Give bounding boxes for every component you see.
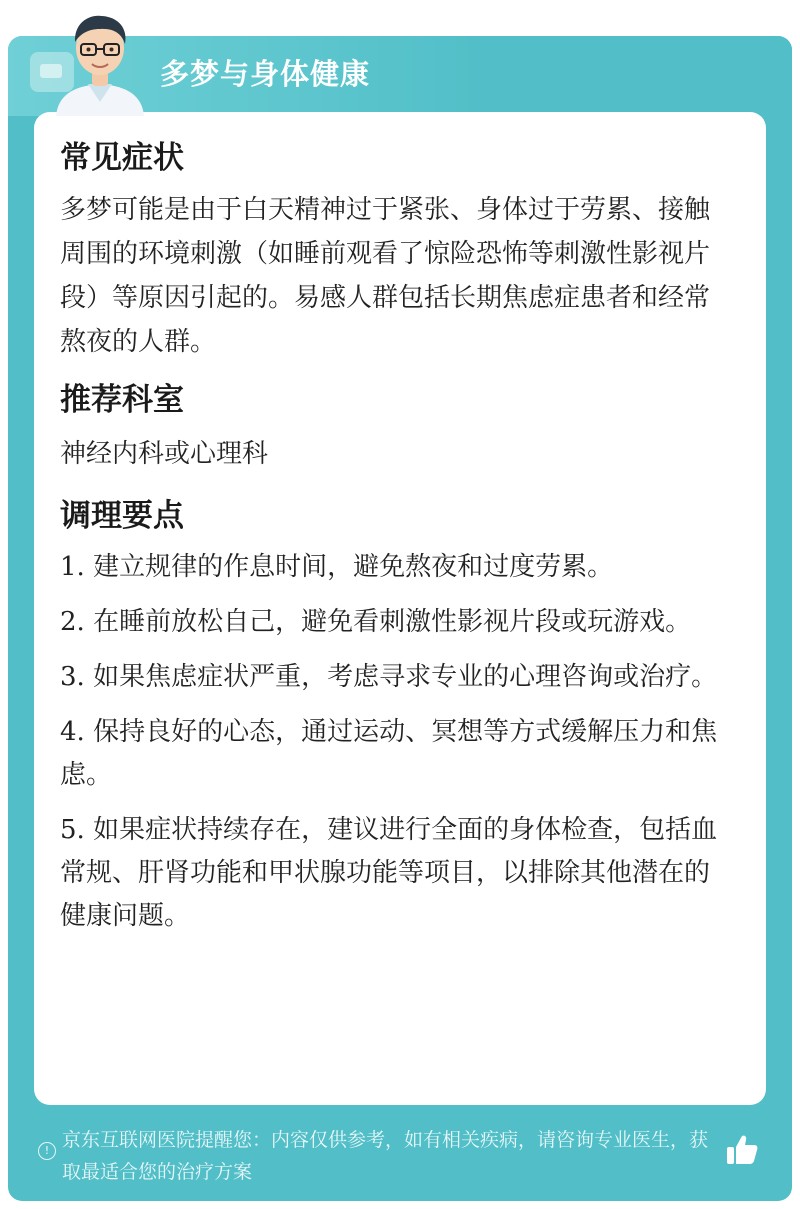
list-item [60,809,732,938]
card-content [60,128,732,950]
list-item [60,711,732,797]
list-item-number: 1. [60,552,85,582]
list-item-text: 如果症状持续存在，建议进行全面的身体检查，包括血常规、肝肾功能和甲状腺功能等项目，以排除其他潜在的健康问题。 [60,815,718,931]
content-frame [8,36,792,1201]
list-item-text: 如果焦虑症状严重，考虑寻求专业的心理咨询或治疗。 [93,662,718,692]
list-item-text: 建立规律的作息时间，避免熬夜和过度劳累。 [93,552,614,582]
list-item [60,601,732,644]
disclaimer-text: 京东互联网医院提醒您：内容仅供参考，如有相关疾病，请咨询专业医生，获取最适合您的治疗方案 [62,1129,709,1183]
info-icon: ! [38,1142,56,1160]
doctor-avatar [50,12,150,116]
list-item-text: 在睡前放松自己，避免看刺激性影视片段或玩游戏。 [93,607,692,637]
section-title-care: 调理要点 [60,498,184,534]
symptoms-text: 多梦可能是由于白天精神过于紧张、身体过于劳累、接触周围的环境刺激（如睡前观看了惊险恐怖等刺激性影视片段）等原因引起的。易感人群包括长期焦虑症患者和经常熬夜的人群。 [60,195,711,357]
list-item-number: 3. [60,662,85,692]
header-title: 多梦与身体健康 [160,57,371,91]
list-item-text: 保持良好的心态，通过运动、冥想等方式缓解压力和焦虑。 [60,717,718,790]
list-item [60,546,732,589]
info-card [34,112,766,1105]
footer [8,1118,792,1198]
list-item-number: 4. [60,717,85,747]
section-title-department: 推荐科室 [60,382,184,418]
thumbs-up-icon[interactable] [724,1132,760,1168]
section-title-symptoms: 常见症状 [60,140,184,176]
department-text: 神经内科或心理科 [60,439,269,469]
list-item-number: 5. [60,815,85,845]
list-item-number: 2. [60,607,85,637]
list-item [60,656,732,699]
